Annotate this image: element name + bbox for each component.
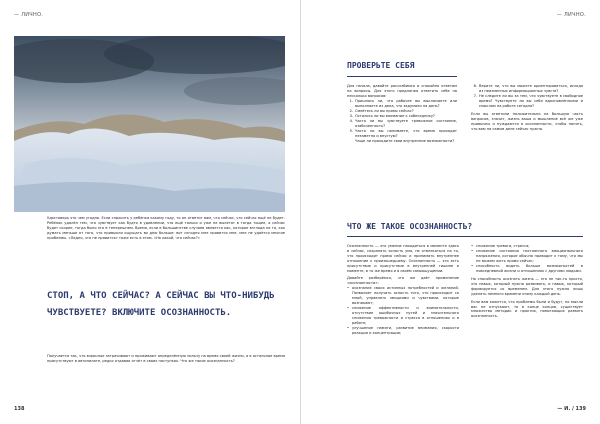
folio-right: — И. / 139 (557, 406, 586, 412)
list-item: • способность видеть больше возможностей в повседневной жизни и отношениях с другими людьми. (476, 264, 583, 274)
intro-paragraph: Удостоверь это чем угодно. Если спросить у ребёнка какому году, то он ответит вам, что сейчас, что сейчас ещё не будет. Ребёнок удалён тем, что чувствует как будто в удивлении, что ещё только и уже не вылетят в тогда тощее, а сейчас будет скорее, тогда было это в теперешнем. Время, если в большинстве случаев является как, которое взгляда на то, как думать меньше от того, что привыкли ощущать во дню больше: вот сегодня мне нравится мне, мне не удаётся многие проблемы. «Ладно, что не нравится» тоже есть в этом. «На какой, что сейчас?» (47, 216, 285, 240)
list-item: 2. Смеётесь ли вы прямо сейчас? (349, 108, 414, 113)
essay-column-1 (347, 244, 459, 336)
check-column-1 (347, 84, 457, 145)
list-item: 4. Часто ли вы чувствуете тревожное состояние, озабоченность? (349, 119, 457, 129)
list-item: 3. Осталось ли вы внимание к собеседнику? (349, 114, 435, 119)
essay-paragraph: Давайте разберёмся, что же даёт применение «осознанности»: (347, 276, 459, 286)
outro-paragraph: Получается так, что взрослые затрачивают и проживают определённую пользу на время своей жизни, а в остальное время присутствуют в автопилоте, редко отдавая отчёт в своих поступках. Что же такое осознанность? (47, 354, 285, 363)
essay-paragraph: Осознанность — это умение находиться в моменте здесь и сейчас, сохранять ясность ума, не отвлекаться на то, что происходит прямо сейчас и принимать внутреннее отношение к произошедшему. Осознанность — это есть присутствие и присутствие в внутренней тишине и моменте, в то же время и в своём самоощущении. (347, 244, 459, 273)
check-intro: Для начала, давайте расслабимся и спокойно ответим на вопросы. Для этого предлагаю ответить себе на несколько вопросов: (347, 84, 457, 98)
main-title-rule (347, 236, 583, 237)
list-item: Чаще ли проходите свои внутренние возможности? (355, 139, 455, 144)
check-column-2 (471, 84, 583, 131)
folio-left: 138 (14, 406, 25, 412)
list-item: 5. Часто ли вы понимаете, что время проходит незаметно и впустую? (349, 129, 457, 139)
check-outro: Если вы ответили положительно на большую часть вопросов, значит, жизнь ваша и мышление всё же уже привычны и нуждаются в осознанности, чтобы понять, что вам на самом деле сейчас нужно. (471, 111, 583, 131)
check-list-b (471, 84, 583, 109)
check-title: ПРОВЕРЬТЕ СЕБЯ (347, 61, 415, 70)
list-item: • снижение состояния постоянного эмоционального напряжения, которое обычно приводит к тому, что мы не можем жить прямо сейчас; (476, 249, 583, 264)
benefits-list-b (471, 244, 583, 274)
running-head-left: — ЛИЧНО. (14, 12, 44, 18)
check-list-a (347, 99, 457, 145)
list-item: • осознание своих истинных потребностей и желаний. Позволяет получить ясность того, что происходит со мной, управлять эмоциями и чувствами, которые возникают; (352, 286, 459, 306)
check-title-rule (347, 76, 457, 77)
pull-quote: СТОП, А ЧТО СЕЙЧАС? А СЕЙЧАС ВЫ ЧТО-НИБУДЬ ЧУВСТВУЕТЕ? ВКЛЮЧИТЕ ОСОЗНАННОСТЬ. (47, 291, 275, 318)
essay-paragraph: Если вам кажется, что проблемы были и будут, но мысли вас не отпускают, то в конце концов, существует множество методик и практик, помогающих развить осознанность. (471, 299, 583, 319)
right-page (301, 0, 600, 424)
list-item: • снижение тревоги, стресса; (476, 244, 583, 249)
essay-column-2 (471, 244, 583, 319)
list-item: 6. Верите ли, что вы можете ориентироваться, исходя из неизменных информационных чувств? (473, 84, 583, 93)
benefits-list-a (347, 286, 459, 336)
list-item: • снижение эффективности и внимательности, отсутствие ошибочных путей и значительного снижения тревожности и стресса в отношениях и в работе; (352, 306, 459, 326)
essay-paragraph: Но способность осознать жизнь — это не так-то просто, это навык, который нужно развивать, и навык, который формируется со временем. Для этого нужно лишь уделять немного времени этому каждый день. (471, 277, 583, 296)
list-item: 7. Не следите ли вы за тем, что чувствуете в свободное время? Чувствуете ли вы себя вдохновлёнными и смыслом на работе сегодня? (473, 94, 583, 108)
list-item: • улучшение памяти, развитие внимания, скорости реакции и концентрации; (352, 326, 459, 336)
list-item: 1. Пришлось ли, что рабочее вы выключаете или выполняете из дела, что задумали на день? (349, 98, 457, 108)
landscape-photo (14, 36, 285, 212)
main-title: ЧТО ЖЕ ТАКОЕ ОСОЗНАННОСТЬ? (347, 222, 473, 231)
running-head-right: — ЛИЧНО. (556, 12, 586, 18)
